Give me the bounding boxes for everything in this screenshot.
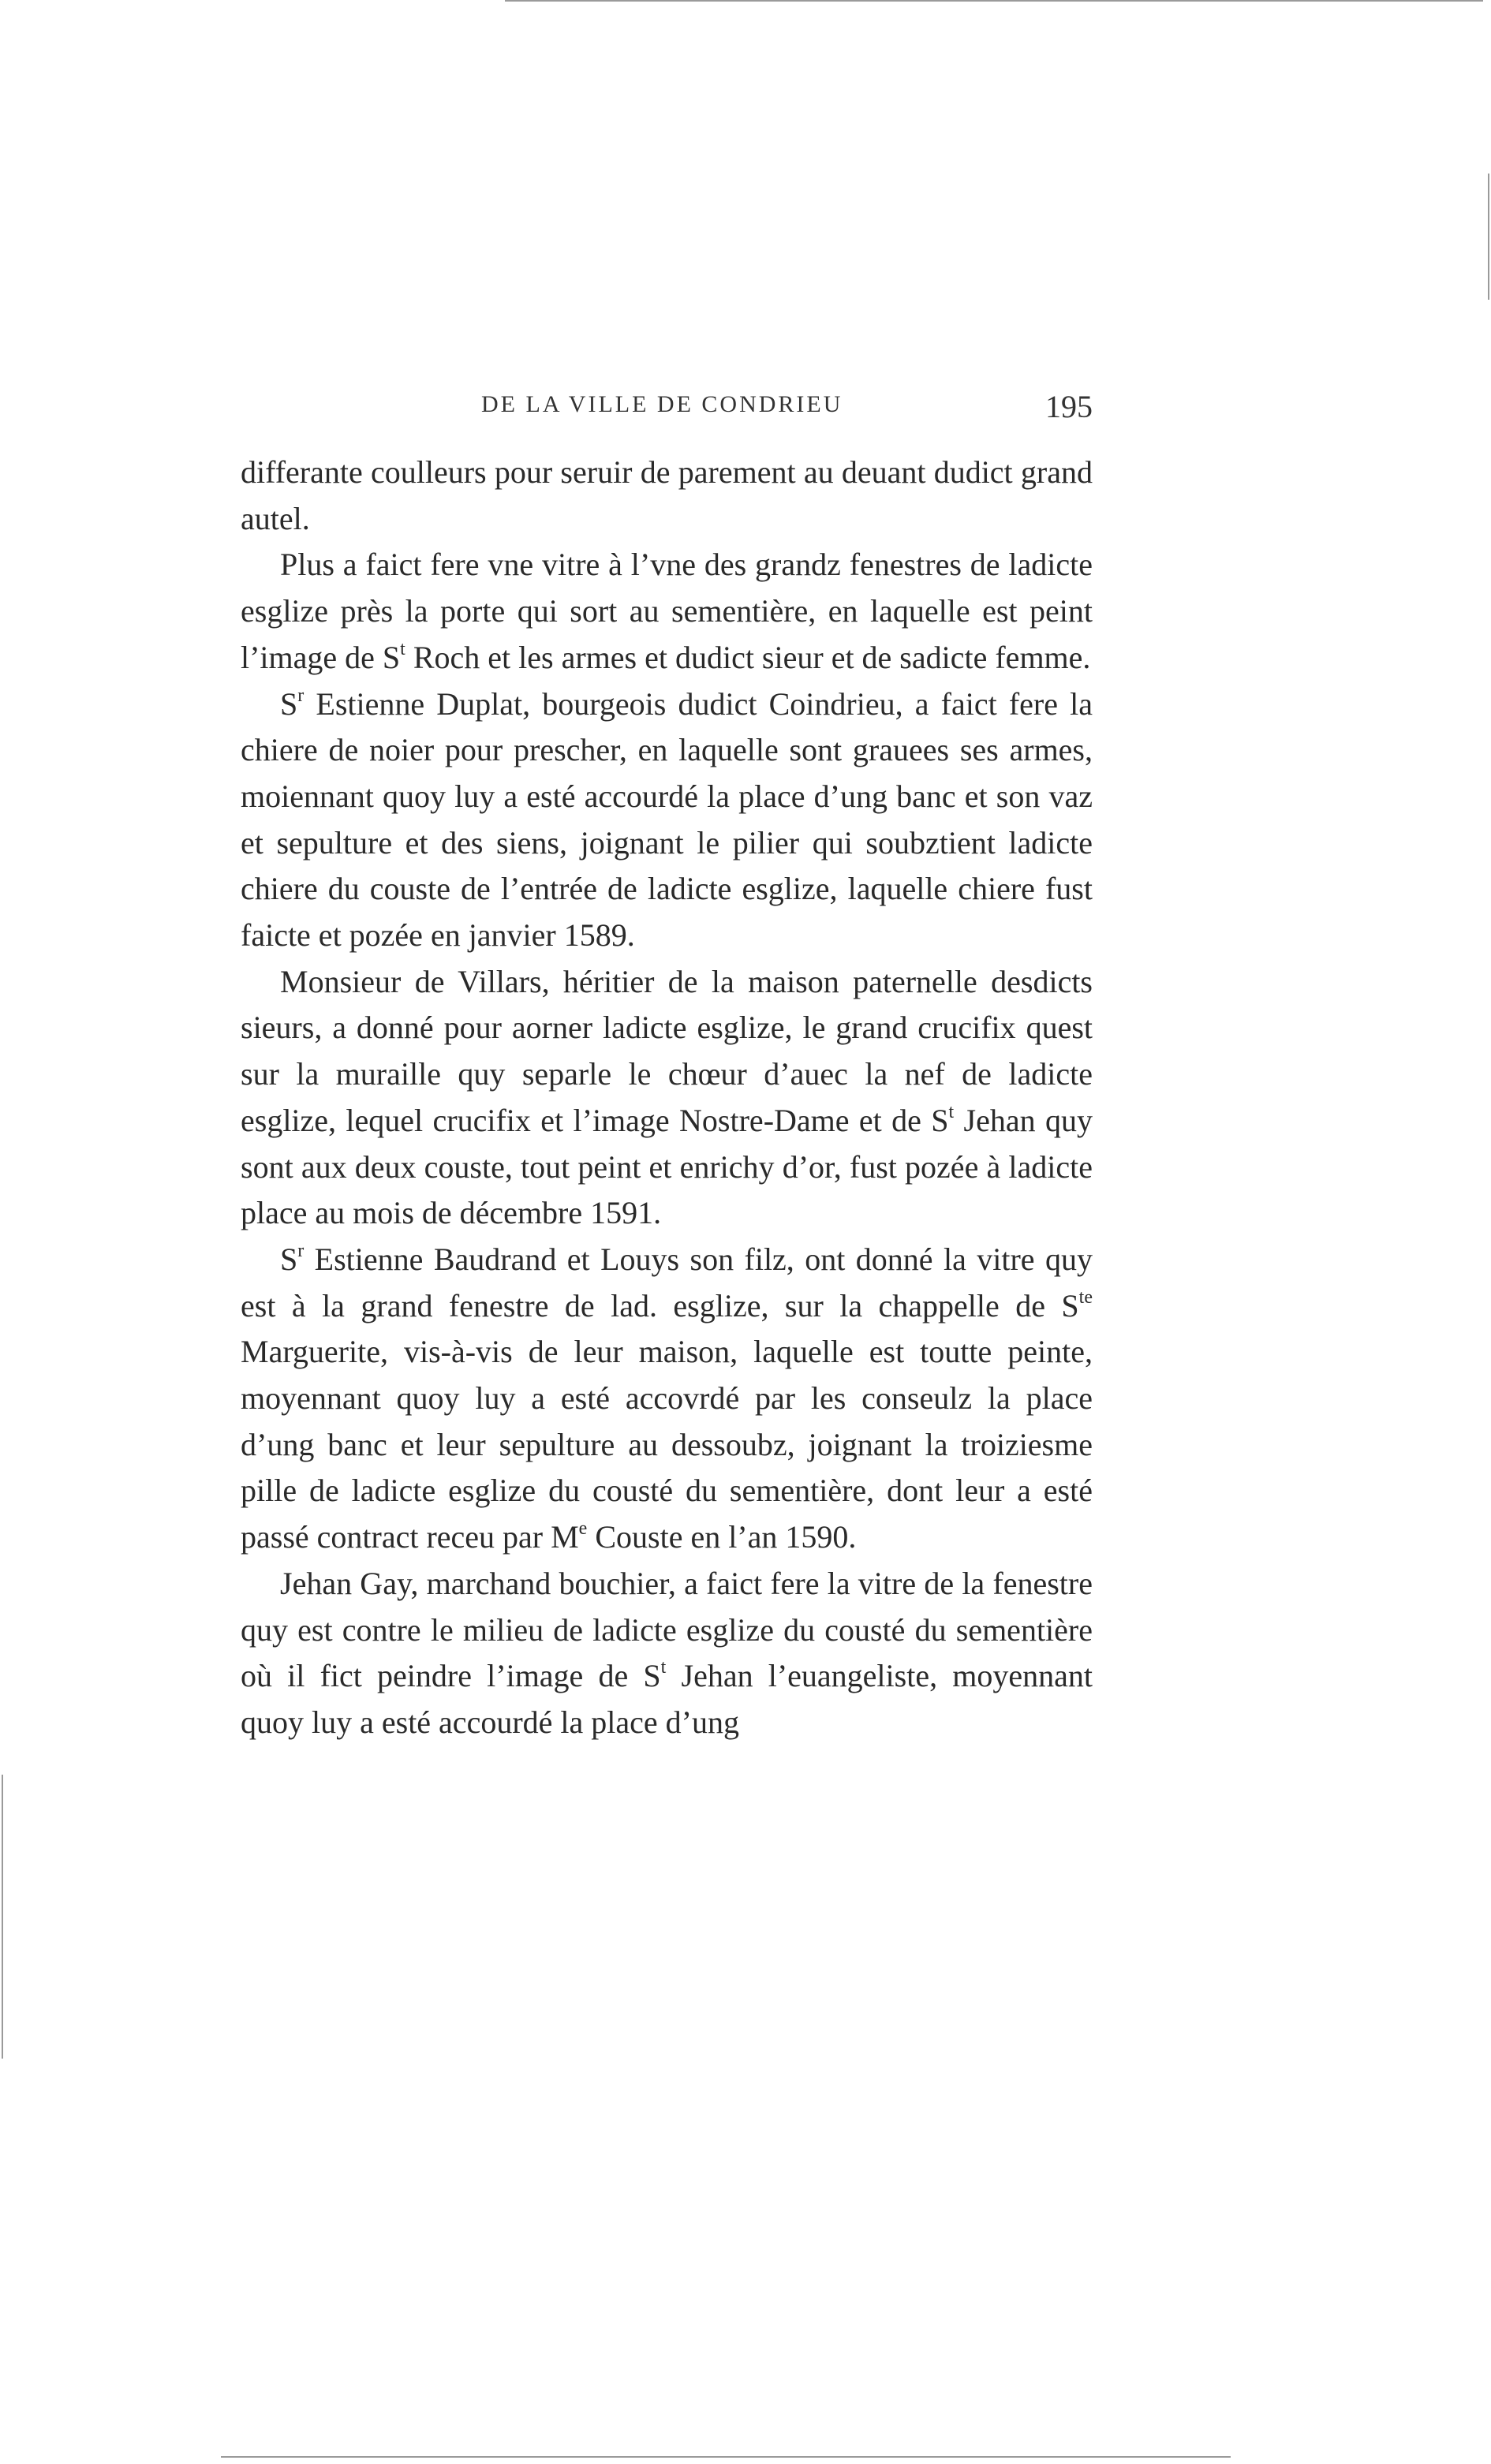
page-number: 195 xyxy=(1045,389,1093,424)
paragraph-4: Monsieur de Villars, héritier de la maison paternelle desdicts sieurs, a donné pour aorner ladicte esglize, le grand crucifix quest sur la muraille quy separle le chœur d’auec la nef de ladicte esglize, lequel crucifix et l’image Nostre-Dame et de $S^t$ Jehan quy sont aux deux couste, tout peint et enrichy d’or, fust pozée à ladicte place au mois de décembre 1591. xyxy=(241,963,1093,1231)
body-text xyxy=(241,450,1093,1746)
paragraph-5: $S^r$ Estienne Baudrand et Louys son filz, ont donné la vitre quy est à la grand fenestre de lad. esglize, sur la chappelle de $S^{te}$ Marguerite, vis-à-vis de leur maison, laquelle est toutte peinte, moyennant quoy luy a esté accovrdé par les conseulz la place d’ung banc et leur sepulture au dessoubz, joignant la troiziesme pille de ladicte esglize du cousté du sementière, dont leur a esté passé contract receu par Me Couste en l’an 1590. xyxy=(241,1241,1093,1555)
superscript: r xyxy=(297,685,305,706)
paragraph-2: Plus a faict fere vne vitre à l’vne des grandz fenestres de ladicte esglize près la porte qui sort au sementière, en laquelle est peint l’image de $S^t$ Roch et les armes et dudict sieur et de sadicte femme. xyxy=(241,547,1093,675)
superscript: t xyxy=(948,1102,955,1123)
scan-edge-line-top xyxy=(505,0,1483,2)
superscript: r xyxy=(297,1241,305,1262)
superscript: te xyxy=(1078,1286,1093,1308)
page-header xyxy=(241,391,1093,439)
superscript: t xyxy=(660,1657,667,1678)
paragraph-1: differante coulleurs pour seruir de parement au deuant dudict grand autel. xyxy=(241,454,1093,536)
running-title: DE LA VILLE DE CONDRIEU xyxy=(481,391,843,417)
superscript: t xyxy=(400,639,405,660)
paragraph-6: Jehan Gay, marchand bouchier, a faict fere la vitre de la fenestre quy est contre le milieu de ladicte esglize du cousté du sementière où il fict peindre l’image de $S^t$ Jehan l’euangeliste, moyennant quoy luy a esté accourdé la place d’ung xyxy=(241,1565,1093,1740)
scan-edge-line-bottom xyxy=(221,2456,1231,2458)
scan-edge-line-right xyxy=(1488,174,1489,300)
paragraph-3: $S^r$ Estienne Duplat, bourgeois dudict Coindrieu, a faict fere la chiere de noier pour prescher, en laquelle sont grauees ses armes, moiennant quoy luy a esté accourdé la place d’ung banc et son vaz et sepulture et des siens, joignant le pilier qui soubztient ladicte chiere du couste de l’entrée de ladicte esglize, laquelle chiere fust faicte et pozée en janvier 1589. xyxy=(241,685,1093,954)
scan-edge-line-left xyxy=(2,1775,3,2059)
superscript: e xyxy=(578,1518,588,1540)
